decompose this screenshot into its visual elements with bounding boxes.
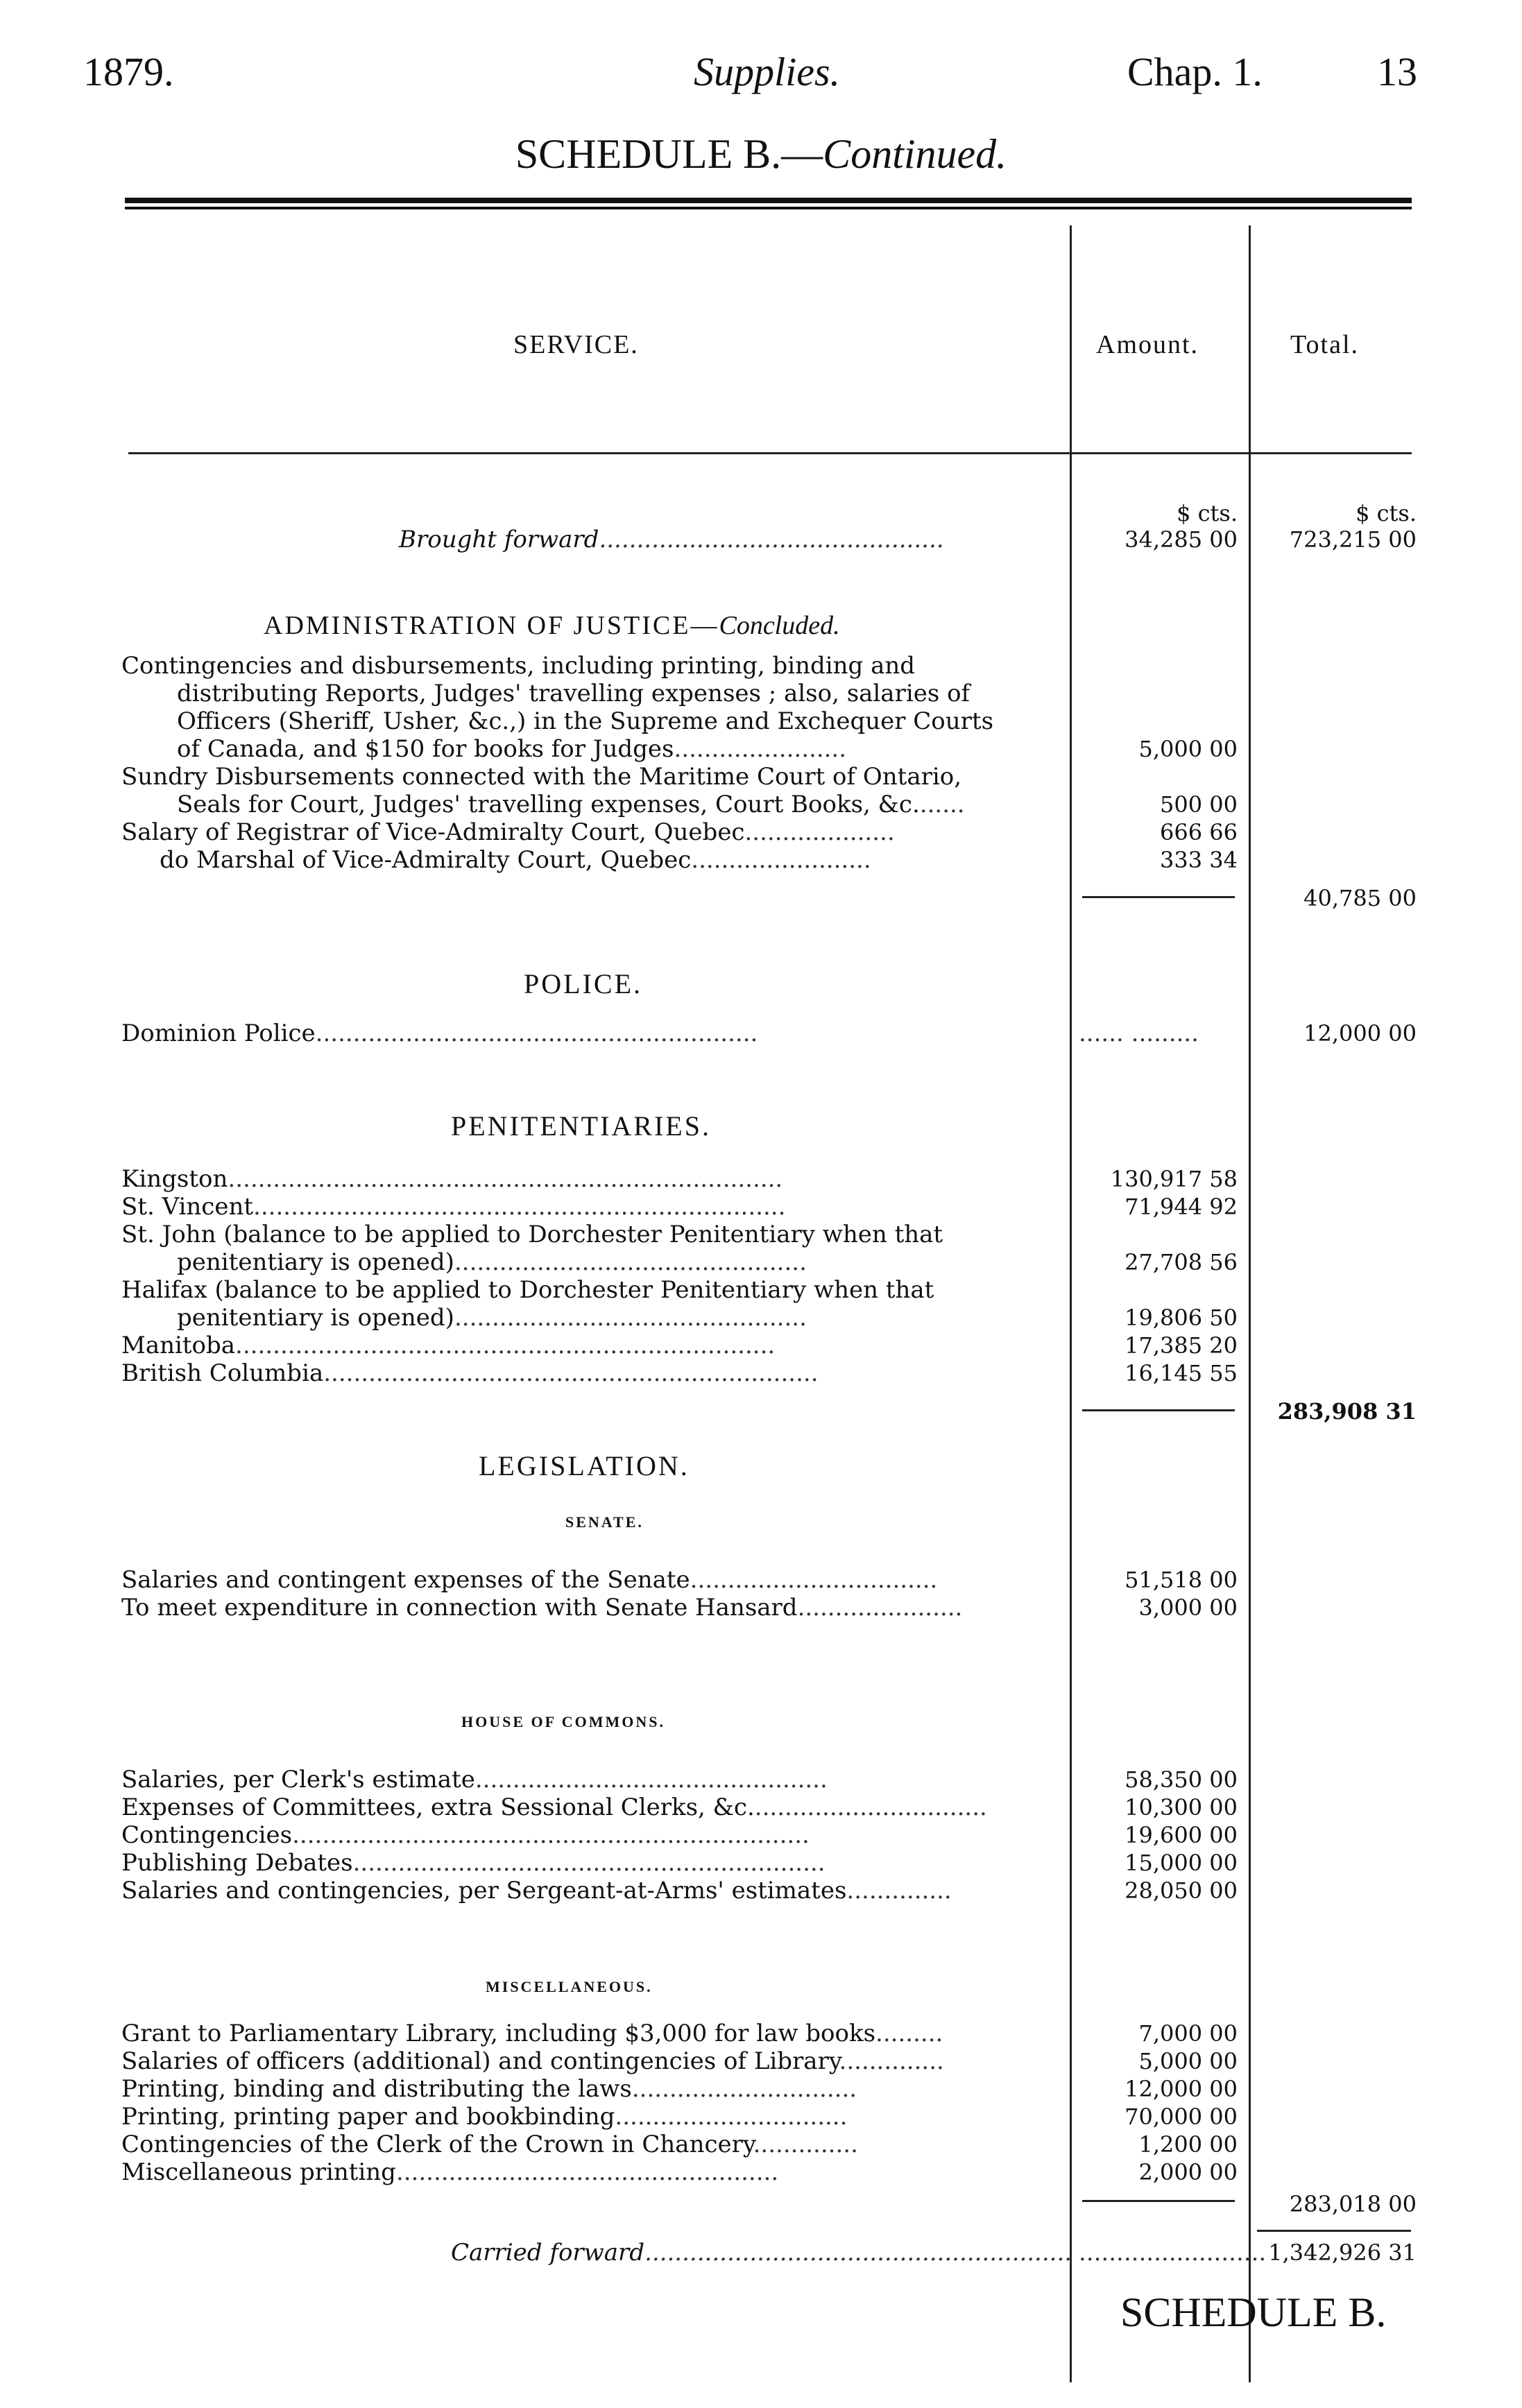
- carried-forward-total: 1,342,926 31: [1268, 2239, 1417, 2266]
- carried-forward-rule: [1257, 2230, 1411, 2232]
- misc-amount-2: 5,000 00: [1138, 2048, 1238, 2074]
- justice-line-3: Officers (Sheriff, Usher, &c.,) in the Supreme and Exchequer Courts: [177, 707, 994, 735]
- misc-line-3: Printing, binding and distributing the laws..............................: [121, 2075, 857, 2103]
- misc-line-1: Grant to Parliamentary Library, including $3,000 for law books.........: [121, 2020, 943, 2047]
- pen-amount-7: 17,385 20: [1125, 1332, 1238, 1359]
- justice-line-6: Seals for Court, Judges' travelling expenses, Court Books, &c.......: [177, 791, 965, 818]
- title-main: SCHEDULE B.—: [515, 131, 823, 177]
- column-divider-amount: [1070, 225, 1072, 2382]
- justice-amount-6: 500 00: [1160, 791, 1238, 818]
- pen-line-7: Manitoba........................................................................: [121, 1332, 776, 1359]
- pen-amount-4: 27,708 56: [1125, 1249, 1238, 1275]
- police-line-1: Dominion Police...........................................................: [121, 1020, 758, 1047]
- commons-amount-5: 28,050 00: [1125, 1877, 1238, 1904]
- pen-amount-8: 16,145 55: [1125, 1360, 1238, 1386]
- misc-line-2: Salaries of officers (additional) and contingencies of Library..............: [121, 2047, 944, 2075]
- police-amount-dots: ...... .........: [1079, 1020, 1199, 1047]
- commons-line-1: Salaries, per Clerk's estimate...............................................: [121, 1766, 828, 1794]
- justice-line-7: Salary of Registrar of Vice-Admiralty Court, Quebec....................: [121, 818, 895, 846]
- misc-line-6: Miscellaneous printing...................................................: [121, 2158, 779, 2186]
- pen-line-5: Halifax (balance to be applied to Dorchester Penitentiary when that: [121, 1276, 934, 1304]
- pen-amount-1: 130,917 58: [1110, 1166, 1238, 1192]
- misc-line-5: Contingencies of the Clerk of the Crown in Chancery..............: [121, 2131, 858, 2158]
- page-number: 13: [1377, 49, 1417, 94]
- commons-amount-1: 58,350 00: [1125, 1766, 1238, 1793]
- year: 1879.: [83, 49, 174, 94]
- pen-amount-6: 19,806 50: [1125, 1305, 1238, 1331]
- brought-forward-amount: 34,285 00: [1125, 526, 1238, 553]
- header-rule: [128, 452, 1412, 454]
- column-header-amount: Amount.: [1096, 330, 1199, 359]
- commons-amount-4: 15,000 00: [1125, 1850, 1238, 1876]
- pen-line-6: penitentiary is opened)...............................................: [177, 1304, 807, 1332]
- senate-amount-2: 3,000 00: [1138, 1594, 1238, 1621]
- commons-line-3: Contingencies.....................................................................: [121, 1821, 810, 1849]
- pen-line-8: British Columbia..................................................................: [121, 1359, 819, 1387]
- column-header-total: Total.: [1290, 330, 1360, 359]
- justice-subtotal-rule: [1082, 896, 1235, 898]
- carried-forward-label: Carried forward.........................................................: [451, 2239, 1072, 2267]
- police-total: 12,000 00: [1303, 1020, 1417, 1047]
- section-heading-justice: ADMINISTRATION OF JUSTICE—Concluded.: [264, 611, 840, 640]
- justice-line-2: distributing Reports, Judges' travelling expenses ; also, salaries of: [177, 680, 971, 707]
- senate-line-1: Salaries and contingent expenses of the Senate.................................: [121, 1566, 938, 1594]
- senate-line-2: To meet expenditure in connection with Senate Hansard......................: [121, 1594, 963, 1622]
- misc-amount-6: 2,000 00: [1138, 2159, 1238, 2185]
- running-title: Supplies.: [694, 49, 841, 94]
- section-heading-police: POLICE.: [524, 968, 642, 999]
- senate-amount-1: 51,518 00: [1125, 1567, 1238, 1593]
- justice-amount-7: 666 66: [1160, 819, 1238, 845]
- legislation-subtotal-rule: [1082, 2200, 1235, 2202]
- carried-forward-amount-dots: .........................: [1079, 2239, 1267, 2267]
- justice-amount-4: 5,000 00: [1138, 736, 1238, 762]
- pen-subtotal-rule: [1082, 1409, 1235, 1411]
- commons-line-5: Salaries and contingencies, per Sergeant-at-Arms' estimates..............: [121, 1877, 952, 1904]
- justice-line-1: Contingencies and disbursements, including printing, binding and: [121, 652, 916, 680]
- column-divider-total: [1249, 225, 1251, 2382]
- brought-forward-total: 723,215 00: [1289, 526, 1417, 553]
- total-units: $ cts.: [1356, 500, 1417, 526]
- commons-amount-3: 19,600 00: [1125, 1822, 1238, 1848]
- pen-line-4: penitentiary is opened)...............................................: [177, 1248, 807, 1276]
- justice-line-5: Sundry Disbursements connected with the Maritime Court of Ontario,: [121, 763, 962, 791]
- pen-line-2: St. Vincent.......................................................................: [121, 1193, 786, 1221]
- misc-line-4: Printing, printing paper and bookbinding...............................: [121, 2103, 848, 2131]
- commons-line-4: Publishing Debates...............................................................: [121, 1849, 826, 1877]
- justice-line-4: of Canada, and $150 for books for Judges.......................: [177, 735, 847, 763]
- misc-amount-3: 12,000 00: [1125, 2076, 1238, 2102]
- amount-units: $ cts.: [1177, 500, 1238, 526]
- chapter: Chap. 1.: [1127, 49, 1263, 94]
- subheading-commons: HOUSE OF COMMONS.: [461, 1713, 666, 1730]
- page-title: [0, 130, 1522, 178]
- justice-amount-8: 333 34: [1160, 847, 1238, 873]
- top-rule: [125, 198, 1412, 203]
- column-header-service: SERVICE.: [513, 330, 639, 359]
- pen-total: 283,908 31: [1277, 1398, 1417, 1425]
- legislation-total: 283,018 00: [1289, 2191, 1417, 2217]
- justice-line-8: do Marshal of Vice-Admiralty Court, Quebec........................: [160, 846, 871, 874]
- misc-amount-4: 70,000 00: [1125, 2104, 1238, 2130]
- subheading-miscellaneous: MISCELLANEOUS.: [486, 1978, 653, 1995]
- pen-line-3: St. John (balance to be applied to Dorchester Penitentiary when that: [121, 1221, 943, 1248]
- section-heading-penitentiaries: PENITENTIARIES.: [451, 1110, 711, 1142]
- misc-amount-5: 1,200 00: [1138, 2131, 1238, 2158]
- subheading-senate: SENATE.: [565, 1513, 644, 1531]
- brought-forward-label: Brought forward..............................................: [399, 526, 944, 553]
- misc-amount-1: 7,000 00: [1138, 2020, 1238, 2047]
- pen-amount-2: 71,944 92: [1125, 1194, 1238, 1220]
- top-rule-thin: [125, 207, 1412, 209]
- commons-line-2: Expenses of Committees, extra Sessional Clerks, &c................................: [121, 1794, 987, 1821]
- justice-total: 40,785 00: [1303, 885, 1417, 911]
- title-continued: Continued.: [823, 131, 1007, 177]
- footer-schedule: SCHEDULE B.: [1120, 2289, 1387, 2335]
- commons-amount-2: 10,300 00: [1125, 1794, 1238, 1821]
- section-heading-legislation: LEGISLATION.: [479, 1450, 690, 1481]
- pen-line-1: Kingston..........................................................................: [121, 1165, 783, 1193]
